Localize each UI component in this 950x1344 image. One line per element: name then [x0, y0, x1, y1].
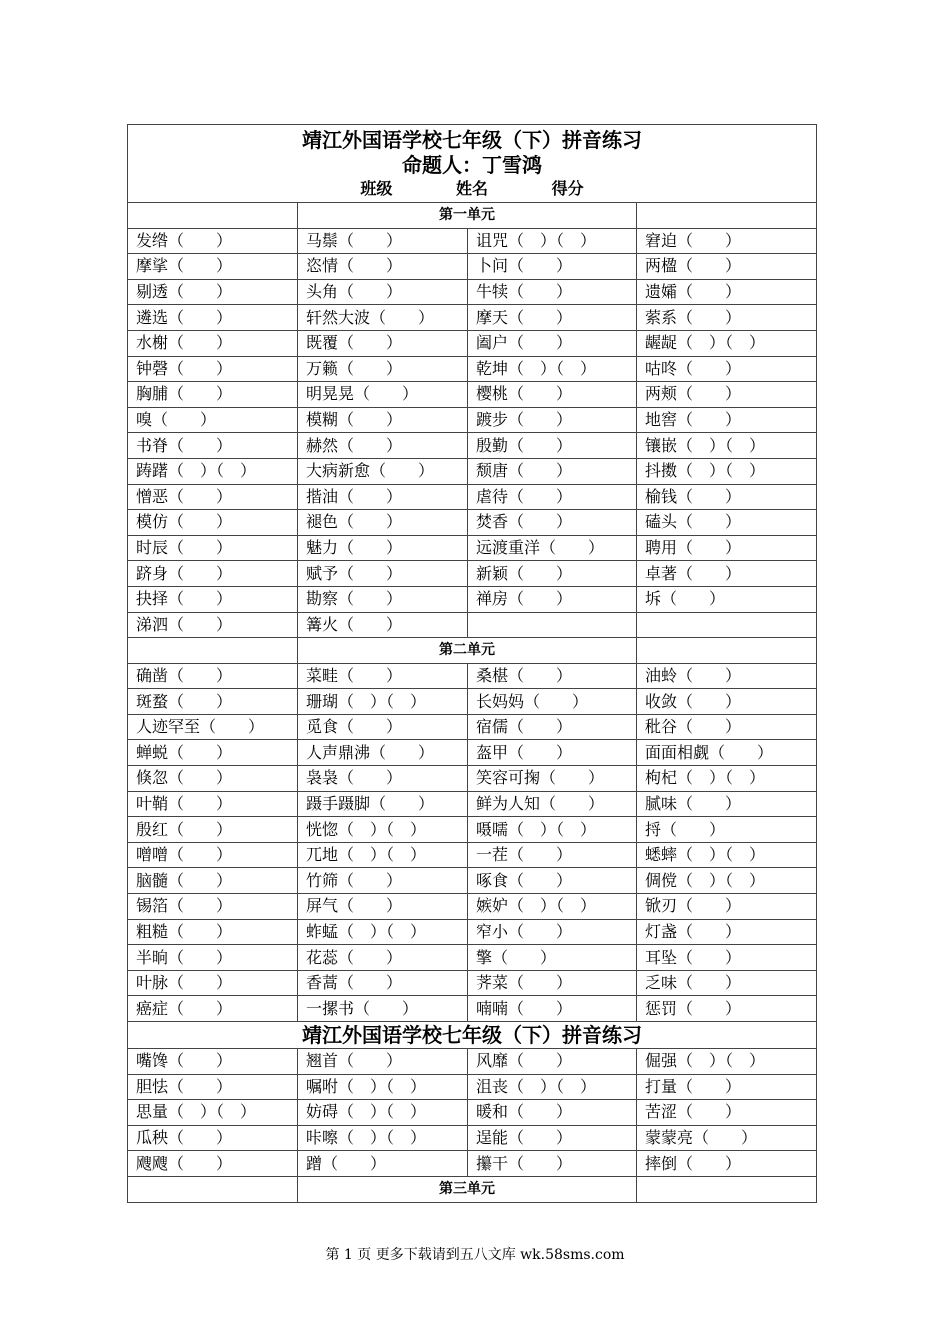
word-cell: 龌龊（ ）（ ）	[637, 330, 817, 356]
word-row	[128, 279, 817, 305]
word-cell: 跻身（ ）	[128, 561, 298, 587]
blank-cell	[128, 1176, 298, 1202]
word-cell: 逞能（ ）	[468, 1125, 637, 1151]
word-cell: 蹭（ ）	[298, 1151, 468, 1177]
word-row	[128, 740, 817, 766]
word-cell: 嘱咐（ ）（ ）	[298, 1074, 468, 1100]
word-cell: 一茬（ ）	[468, 842, 637, 868]
blank-cell	[637, 638, 817, 664]
word-row	[128, 868, 817, 894]
word-row	[128, 894, 817, 920]
word-row	[128, 254, 817, 280]
page-footer: 第 1 页 更多下载请到五八文库 wk.58sms.com	[325, 1247, 625, 1263]
word-cell: 恍惚（ ）（ ）	[298, 817, 468, 843]
word-cell: 磕头（ ）	[637, 510, 817, 536]
word-row	[128, 433, 817, 459]
empty-cell	[468, 612, 637, 638]
word-cell: 盔甲（ ）	[468, 740, 637, 766]
word-cell: 锡箔（ ）	[128, 894, 298, 920]
word-row	[128, 663, 817, 689]
word-cell: 飕飕（ ）	[128, 1151, 298, 1177]
word-cell: 袅袅（ ）	[298, 766, 468, 792]
word-cell: 模仿（ ）	[128, 510, 298, 536]
word-cell: 憎恶（ ）	[128, 484, 298, 510]
blank-cell	[128, 203, 298, 229]
word-cell: 瓜秧（ ）	[128, 1125, 298, 1151]
unit-header-row	[128, 1176, 817, 1202]
word-cell: 抉择（ ）	[128, 586, 298, 612]
word-cell: 焚香（ ）	[468, 510, 637, 536]
word-cell: 觅食（ ）	[298, 714, 468, 740]
word-cell: 踌躇（ ）（ ）	[128, 458, 298, 484]
word-cell: 叶鞘（ ）	[128, 791, 298, 817]
word-cell: 镶嵌（ ）（ ）	[637, 433, 817, 459]
word-row	[128, 458, 817, 484]
word-cell: 面面相觑（ ）	[637, 740, 817, 766]
word-cell: 书脊（ ）	[128, 433, 298, 459]
unit-header-row	[128, 203, 817, 229]
word-cell: 樱桃（ ）	[468, 382, 637, 408]
section-title: 靖江外国语学校七年级（下）拼音练习	[128, 1022, 817, 1049]
word-cell: 轩然大波（ ）	[298, 305, 468, 331]
word-cell: 秕谷（ ）	[637, 714, 817, 740]
word-cell: 灯盏（ ）	[637, 919, 817, 945]
class-label: 班级	[360, 179, 393, 198]
word-cell: 摩挲（ ）	[128, 254, 298, 280]
word-cell: 颓唐（ ）	[468, 458, 637, 484]
word-cell: 捋（ ）	[637, 817, 817, 843]
author-line: 命题人：丁雪鸿	[402, 153, 542, 177]
word-cell: 两楹（ ）	[637, 254, 817, 280]
name-label: 姓名	[455, 179, 488, 198]
word-cell: 咕咚（ ）	[637, 356, 817, 382]
word-cell: 模糊（ ）	[298, 407, 468, 433]
word-cell: 惩罚（ ）	[637, 996, 817, 1022]
word-cell: 苦涩（ ）	[637, 1100, 817, 1126]
word-row	[128, 1074, 817, 1100]
word-cell: 赫然（ ）	[298, 433, 468, 459]
word-cell: 翘首（ ）	[298, 1049, 468, 1075]
word-cell: 阖户（ ）	[468, 330, 637, 356]
word-cell: 倜傥（ ）（ ）	[637, 868, 817, 894]
word-cell: 叶脉（ ）	[128, 970, 298, 996]
word-row	[128, 945, 817, 971]
word-row	[128, 919, 817, 945]
word-cell: 倔强（ ）（ ）	[637, 1049, 817, 1075]
word-cell: 地窖（ ）	[637, 407, 817, 433]
word-row	[128, 356, 817, 382]
word-cell: 擎（ ）	[468, 945, 637, 971]
word-cell: 兀地（ ）（ ）	[298, 842, 468, 868]
word-cell: 宿儒（ ）	[468, 714, 637, 740]
word-cell: 大病新愈（ ）	[298, 458, 468, 484]
word-row	[128, 535, 817, 561]
word-cell: 一摞书（ ）	[298, 996, 468, 1022]
word-cell: 魅力（ ）	[298, 535, 468, 561]
word-cell: 踱步（ ）	[468, 407, 637, 433]
word-cell: 香蒿（ ）	[298, 970, 468, 996]
word-cell: 菜畦（ ）	[298, 663, 468, 689]
word-cell: 锨刃（ ）	[637, 894, 817, 920]
word-cell: 荠菜（ ）	[468, 970, 637, 996]
empty-cell	[637, 612, 817, 638]
word-row	[128, 382, 817, 408]
word-cell: 涕泗（ ）	[128, 612, 298, 638]
word-cell: 珊瑚（ ）（ ）	[298, 689, 468, 715]
word-cell: 摩天（ ）	[468, 305, 637, 331]
word-cell: 窘迫（ ）	[637, 228, 817, 254]
word-cell: 鲜为人知（ ）	[468, 791, 637, 817]
word-cell: 癌症（ ）	[128, 996, 298, 1022]
word-row	[128, 714, 817, 740]
word-row	[128, 330, 817, 356]
word-cell: 嘴馋（ ）	[128, 1049, 298, 1075]
word-row	[128, 1049, 817, 1075]
word-cell: 两颊（ ）	[637, 382, 817, 408]
word-cell: 蚱蜢（ ）（ ）	[298, 919, 468, 945]
word-cell: 剔透（ ）	[128, 279, 298, 305]
word-cell: 屏气（ ）	[298, 894, 468, 920]
word-cell: 水榭（ ）	[128, 330, 298, 356]
word-cell: 头角（ ）	[298, 279, 468, 305]
word-row	[128, 612, 817, 638]
word-cell: 蒙蒙亮（ ）	[637, 1125, 817, 1151]
word-cell: 咔嚓（ ）（ ）	[298, 1125, 468, 1151]
word-cell: 风靡（ ）	[468, 1049, 637, 1075]
word-cell: 卜问（ ）	[468, 254, 637, 280]
word-cell: 新颖（ ）	[468, 561, 637, 587]
word-cell: 坼（ ）	[637, 586, 817, 612]
word-cell: 恣情（ ）	[298, 254, 468, 280]
header-row	[128, 125, 817, 203]
word-cell: 殷勤（ ）	[468, 433, 637, 459]
word-cell: 乾坤（ ）（ ）	[468, 356, 637, 382]
word-row	[128, 842, 817, 868]
word-cell: 半晌（ ）	[128, 945, 298, 971]
word-cell: 时辰（ ）	[128, 535, 298, 561]
word-cell: 暖和（ ）	[468, 1100, 637, 1126]
word-row	[128, 1125, 817, 1151]
student-info	[128, 177, 816, 202]
unit-header-row	[128, 638, 817, 664]
word-row	[128, 689, 817, 715]
word-cell: 赋予（ ）	[298, 561, 468, 587]
word-cell: 远渡重洋（ ）	[468, 535, 637, 561]
word-cell: 胆怯（ ）	[128, 1074, 298, 1100]
word-cell: 人声鼎沸（ ）	[298, 740, 468, 766]
word-cell: 牛犊（ ）	[468, 279, 637, 305]
word-cell: 笑容可掬（ ）	[468, 766, 637, 792]
word-cell: 桑椹（ ）	[468, 663, 637, 689]
word-row	[128, 766, 817, 792]
word-cell: 卓著（ ）	[637, 561, 817, 587]
word-cell: 确凿（ ）	[128, 663, 298, 689]
word-cell: 思量（ ）（ ）	[128, 1100, 298, 1126]
word-cell: 嗅（ ）	[128, 407, 298, 433]
word-cell: 发绺（ ）	[128, 228, 298, 254]
unit-title: 第一单元	[298, 203, 637, 229]
word-cell: 攥干（ ）	[468, 1151, 637, 1177]
word-cell: 枸杞（ ）（ ）	[637, 766, 817, 792]
word-cell: 抖擞（ ）（ ）	[637, 458, 817, 484]
word-cell: 竹筛（ ）	[298, 868, 468, 894]
word-cell: 禅房（ ）	[468, 586, 637, 612]
word-row	[128, 1100, 817, 1126]
blank-cell	[128, 638, 298, 664]
word-cell: 明晃晃（ ）	[298, 382, 468, 408]
unit-title: 第二单元	[298, 638, 637, 664]
unit-title: 第三单元	[298, 1176, 637, 1202]
word-cell: 揩油（ ）	[298, 484, 468, 510]
word-cell: 褪色（ ）	[298, 510, 468, 536]
word-cell: 长妈妈（ ）	[468, 689, 637, 715]
word-row	[128, 484, 817, 510]
word-cell: 花蕊（ ）	[298, 945, 468, 971]
word-cell: 油蛉（ ）	[637, 663, 817, 689]
word-cell: 篝火（ ）	[298, 612, 468, 638]
sheet-body	[128, 125, 817, 1203]
page-title: 靖江外国语学校七年级（下）拼音练习	[302, 128, 642, 152]
word-cell: 乏味（ ）	[637, 970, 817, 996]
word-cell: 脑髓（ ）	[128, 868, 298, 894]
word-cell: 诅咒（ ）（ ）	[468, 228, 637, 254]
word-cell: 妨碍（ ）（ ）	[298, 1100, 468, 1126]
word-row	[128, 305, 817, 331]
blank-cell	[637, 203, 817, 229]
word-cell: 耳坠（ ）	[637, 945, 817, 971]
word-cell: 收敛（ ）	[637, 689, 817, 715]
score-label: 得分	[551, 179, 584, 198]
word-cell: 马鬃（ ）	[298, 228, 468, 254]
word-cell: 蝉蜕（ ）	[128, 740, 298, 766]
word-cell: 聘用（ ）	[637, 535, 817, 561]
word-row	[128, 970, 817, 996]
word-cell: 打量（ ）	[637, 1074, 817, 1100]
word-row	[128, 561, 817, 587]
word-cell: 嗫嚅（ ）（ ）	[468, 817, 637, 843]
word-row	[128, 510, 817, 536]
word-row	[128, 817, 817, 843]
word-cell: 殷红（ ）	[128, 817, 298, 843]
word-row	[128, 228, 817, 254]
word-cell: 蹑手蹑脚（ ）	[298, 791, 468, 817]
header-cell	[128, 125, 817, 203]
word-cell: 倏忽（ ）	[128, 766, 298, 792]
word-row	[128, 586, 817, 612]
word-cell: 既覆（ ）	[298, 330, 468, 356]
word-cell: 人迹罕至（ ）	[128, 714, 298, 740]
word-cell: 蟋蟀（ ）（ ）	[637, 842, 817, 868]
word-cell: 啄食（ ）	[468, 868, 637, 894]
word-cell: 虐待（ ）	[468, 484, 637, 510]
word-cell: 勘察（ ）	[298, 586, 468, 612]
word-cell: 万籁（ ）	[298, 356, 468, 382]
word-row	[128, 791, 817, 817]
word-cell: 嫉妒（ ）（ ）	[468, 894, 637, 920]
word-cell: 胸脯（ ）	[128, 382, 298, 408]
word-cell: 钟磬（ ）	[128, 356, 298, 382]
word-row	[128, 407, 817, 433]
blank-cell	[637, 1176, 817, 1202]
word-row	[128, 996, 817, 1022]
word-cell: 窄小（ ）	[468, 919, 637, 945]
word-cell: 腻味（ ）	[637, 791, 817, 817]
word-cell: 榆钱（ ）	[637, 484, 817, 510]
exercise-sheet	[127, 124, 817, 1203]
word-cell: 摔倒（ ）	[637, 1151, 817, 1177]
word-cell: 粗糙（ ）	[128, 919, 298, 945]
word-cell: 遴选（ ）	[128, 305, 298, 331]
word-cell: 遗孀（ ）	[637, 279, 817, 305]
word-cell: 斑蝥（ ）	[128, 689, 298, 715]
word-cell: 沮丧（ ）（ ）	[468, 1074, 637, 1100]
word-cell: 喃喃（ ）	[468, 996, 637, 1022]
section-title-row	[128, 1022, 817, 1049]
word-cell: 萦系（ ）	[637, 305, 817, 331]
word-row	[128, 1151, 817, 1177]
word-cell: 噌噌（ ）	[128, 842, 298, 868]
